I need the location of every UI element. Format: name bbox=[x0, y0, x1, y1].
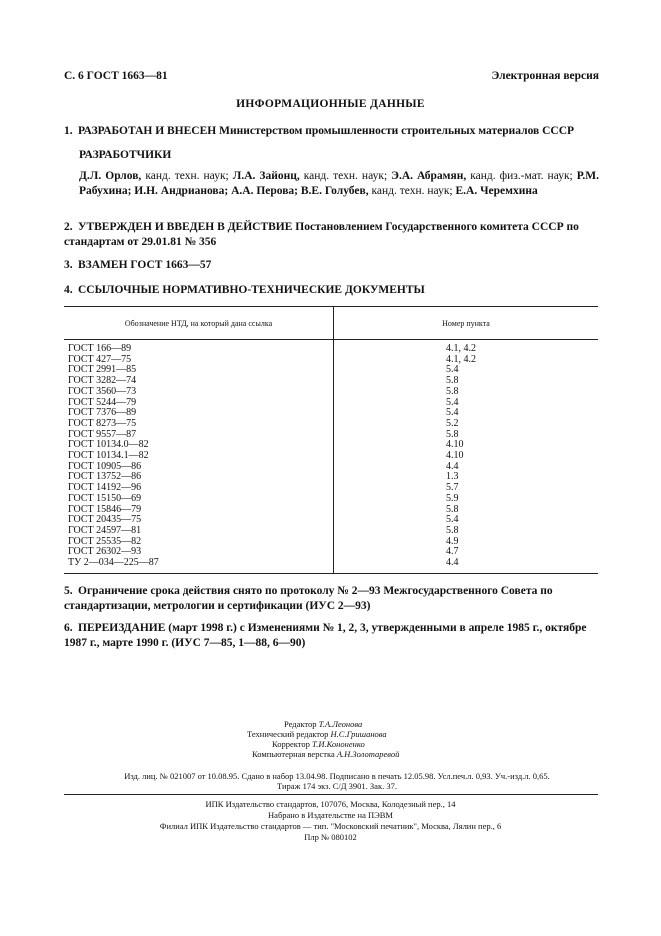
section-2-number: 2. bbox=[64, 221, 73, 233]
document-cell: ГОСТ 3282—74 bbox=[64, 376, 334, 387]
clause-cell: 5.8 bbox=[446, 524, 459, 536]
developer-name: Э.А. Абрамян, bbox=[391, 170, 467, 182]
section-6-text: ПЕРЕИЗДАНИЕ (март 1998 г.) с Изменениями № 1, 2, 3, утвержденными в апреле 1985 г., октябре 1987 г., марте 1990 г. (ИУС 7—85, 1—88, 6—90) bbox=[64, 622, 587, 649]
document-cell: ГОСТ 3560—73 bbox=[64, 387, 334, 398]
section-2-bold: УТВЕРЖДЕН И ВВЕДЕН В ДЕЙСТВИЕ bbox=[78, 221, 293, 233]
document-cell: ГОСТ 166—89 bbox=[64, 340, 334, 355]
section-5 bbox=[64, 584, 598, 613]
table-row bbox=[64, 515, 598, 526]
document-cell: ГОСТ 15150—69 bbox=[64, 494, 334, 505]
developers-heading: РАЗРАБОТЧИКИ bbox=[79, 149, 172, 161]
developers-list bbox=[79, 169, 599, 199]
section-1-text: Министерством промышленности строительных материалов СССР bbox=[216, 125, 575, 137]
header-right: Электронная версия bbox=[491, 70, 599, 82]
clause-cell: 4.10 bbox=[446, 450, 464, 462]
developer-name: Л.А. Зайонц, bbox=[232, 170, 300, 182]
column-header-clause: Номер пункта bbox=[334, 307, 599, 340]
table-row bbox=[64, 398, 598, 409]
credit-label: Редактор bbox=[284, 719, 317, 729]
document-cell: ГОСТ 15846—79 bbox=[64, 505, 334, 516]
clause-cell: 5.9 bbox=[446, 492, 459, 504]
references-table-body bbox=[64, 340, 598, 574]
document-cell: ГОСТ 10905—86 bbox=[64, 462, 334, 473]
clause-cell: 4.1, 4.2 bbox=[446, 353, 476, 365]
table-row bbox=[64, 355, 598, 366]
credit-name: Т.А.Леонова bbox=[318, 719, 363, 729]
credit-label: Компьютерная верстка bbox=[252, 749, 335, 759]
section-6-number: 6. bbox=[64, 622, 73, 634]
references-table bbox=[64, 306, 598, 574]
credit-proofreader bbox=[0, 739, 661, 749]
clause-cell: 5.4 bbox=[446, 407, 459, 419]
document-cell: ГОСТ 9557—87 bbox=[64, 430, 334, 441]
clause-cell: 5.8 bbox=[446, 428, 459, 440]
document-cell: ГОСТ 24597—81 bbox=[64, 526, 334, 537]
clause-cell: 5.7 bbox=[446, 482, 459, 494]
table-row bbox=[64, 408, 598, 419]
publisher-line: Филиал ИПК Издательство стандартов — тип. "Московский печатник", Москва, Лялин пер., 6 bbox=[159, 821, 502, 831]
credit-tech-editor bbox=[0, 729, 661, 739]
document-cell: ГОСТ 7376—89 bbox=[64, 408, 334, 419]
table-row bbox=[64, 526, 598, 537]
credit-label: Корректор bbox=[272, 739, 310, 749]
clause-cell: 4.10 bbox=[446, 439, 464, 451]
section-3-number: 3. bbox=[64, 259, 73, 271]
clause-cell: 5.8 bbox=[446, 385, 459, 397]
document-cell: ГОСТ 14192—96 bbox=[64, 483, 334, 494]
clause-cell: 5.4 bbox=[446, 396, 459, 408]
clause-cell: 5.4 bbox=[446, 364, 459, 376]
section-4 bbox=[64, 283, 598, 298]
document-cell: ГОСТ 8273—75 bbox=[64, 419, 334, 430]
section-3 bbox=[64, 258, 598, 273]
document-cell: ТУ 2—034—225—87 bbox=[64, 558, 334, 573]
section-6 bbox=[64, 621, 598, 650]
document-cell: ГОСТ 427—75 bbox=[64, 355, 334, 366]
credit-name: А.Н.Золотаревой bbox=[336, 749, 400, 759]
table-row bbox=[64, 419, 598, 430]
table-row bbox=[64, 376, 598, 387]
credit-label: Технический редактор bbox=[247, 729, 329, 739]
section-2 bbox=[64, 220, 598, 249]
clause-cell: 5.8 bbox=[446, 503, 459, 515]
developer-name: Е.А. Черемхина bbox=[455, 185, 538, 197]
document-cell: ГОСТ 10134.0—82 bbox=[64, 440, 334, 451]
developer-degree: канд. техн. наук; bbox=[141, 170, 233, 182]
document-cell: ГОСТ 10134.1—82 bbox=[64, 451, 334, 462]
clause-cell: 1.3 bbox=[446, 471, 459, 483]
developer-name: Д.Л. Орлов, bbox=[79, 170, 142, 182]
document-cell: ГОСТ 20435—75 bbox=[64, 515, 334, 526]
developer-degree: канд. техн. наук; bbox=[299, 170, 392, 182]
table-row bbox=[64, 483, 598, 494]
table-header-row bbox=[64, 307, 598, 340]
publisher-line: Плр № 080102 bbox=[304, 832, 357, 842]
section-1-number: 1. bbox=[64, 125, 73, 137]
credits-block bbox=[0, 719, 661, 759]
document-cell: ГОСТ 26302—93 bbox=[64, 547, 334, 558]
section-4-bold: ССЫЛОЧНЫЕ НОРМАТИВНО-ТЕХНИЧЕСКИЕ ДОКУМЕНТЫ bbox=[78, 284, 425, 296]
print-details-line: Изд. лиц. № 021007 от 10.08.95. Сдано в набор 13.04.98. Подписано в печать 12.05.98. Усл.печ.л. 0,93. Уч.-изд.л. 0,65. bbox=[124, 771, 550, 781]
clause-cell: 4.4 bbox=[334, 558, 599, 573]
clause-cell: 4.9 bbox=[446, 535, 459, 547]
document-cell: ГОСТ 25535—82 bbox=[64, 537, 334, 548]
clause-cell: 5.2 bbox=[446, 417, 459, 429]
table-row bbox=[64, 365, 598, 376]
section-1-bold: РАЗРАБОТАН И ВНЕСЕН bbox=[78, 125, 217, 137]
column-header-document: Обозначение НТД, на который дана ссылка bbox=[64, 307, 334, 340]
publisher-block bbox=[0, 799, 661, 843]
section-5-number: 5. bbox=[64, 585, 73, 597]
clause-cell: 5.4 bbox=[446, 514, 459, 526]
table-row bbox=[64, 451, 598, 462]
page-title: ИНФОРМАЦИОННЫЕ ДАННЫЕ bbox=[236, 98, 425, 110]
section-3-bold: ВЗАМЕН ГОСТ 1663—57 bbox=[78, 259, 212, 271]
section-5-text: Ограничение срока действия снято по протоколу № 2—93 Межгосударственного Совета по стандартизации, метрологии и сертификации (ИУС 2—93) bbox=[64, 585, 553, 612]
section-2-text: Постановлением Государственного комитета СССР по стандартам от 29.01.81 № 356 bbox=[64, 221, 579, 248]
table-row bbox=[64, 340, 598, 355]
section-4-number: 4. bbox=[64, 284, 73, 296]
table-row bbox=[64, 462, 598, 473]
publisher-line: Набрано в Издательстве на ПЭВМ bbox=[268, 810, 393, 820]
credit-layout bbox=[0, 749, 661, 759]
divider bbox=[64, 794, 598, 795]
table-row bbox=[64, 494, 598, 505]
publisher-line: ИПК Издательство стандартов, 107076, Москва, Колодезный пер., 14 bbox=[205, 799, 456, 809]
table-row bbox=[64, 558, 598, 573]
table-row bbox=[64, 387, 598, 398]
credit-name: Н.С.Гришанова bbox=[330, 729, 387, 739]
table-row bbox=[64, 472, 598, 483]
print-details bbox=[72, 771, 602, 791]
clause-cell: 4.4 bbox=[446, 460, 459, 472]
document-cell: ГОСТ 13752—86 bbox=[64, 472, 334, 483]
header-left: С. 6 ГОСТ 1663—81 bbox=[64, 70, 168, 82]
credit-name: Т.И.Кононенко bbox=[312, 739, 365, 749]
clause-cell: 4.1, 4.2 bbox=[446, 343, 476, 354]
document-cell: ГОСТ 2991—85 bbox=[64, 365, 334, 376]
table-row bbox=[64, 505, 598, 516]
print-details-line: Тираж 174 экз. С/Д 3901. Зак. 37. bbox=[277, 781, 397, 791]
table-row bbox=[64, 537, 598, 548]
developer-degree: канд. физ.-мат. наук; bbox=[466, 170, 577, 182]
developer-degree: канд. техн. наук; bbox=[368, 185, 456, 197]
document-cell: ГОСТ 5244—79 bbox=[64, 398, 334, 409]
credit-editor bbox=[0, 719, 661, 729]
clause-cell: 5.8 bbox=[446, 375, 459, 387]
developer-names: Р.М. Рабухина; И.Н. Андрианова; А.А. Перова; В.Е. Голубев, bbox=[79, 170, 599, 197]
section-1 bbox=[64, 124, 598, 139]
clause-cell: 4.7 bbox=[446, 546, 459, 558]
